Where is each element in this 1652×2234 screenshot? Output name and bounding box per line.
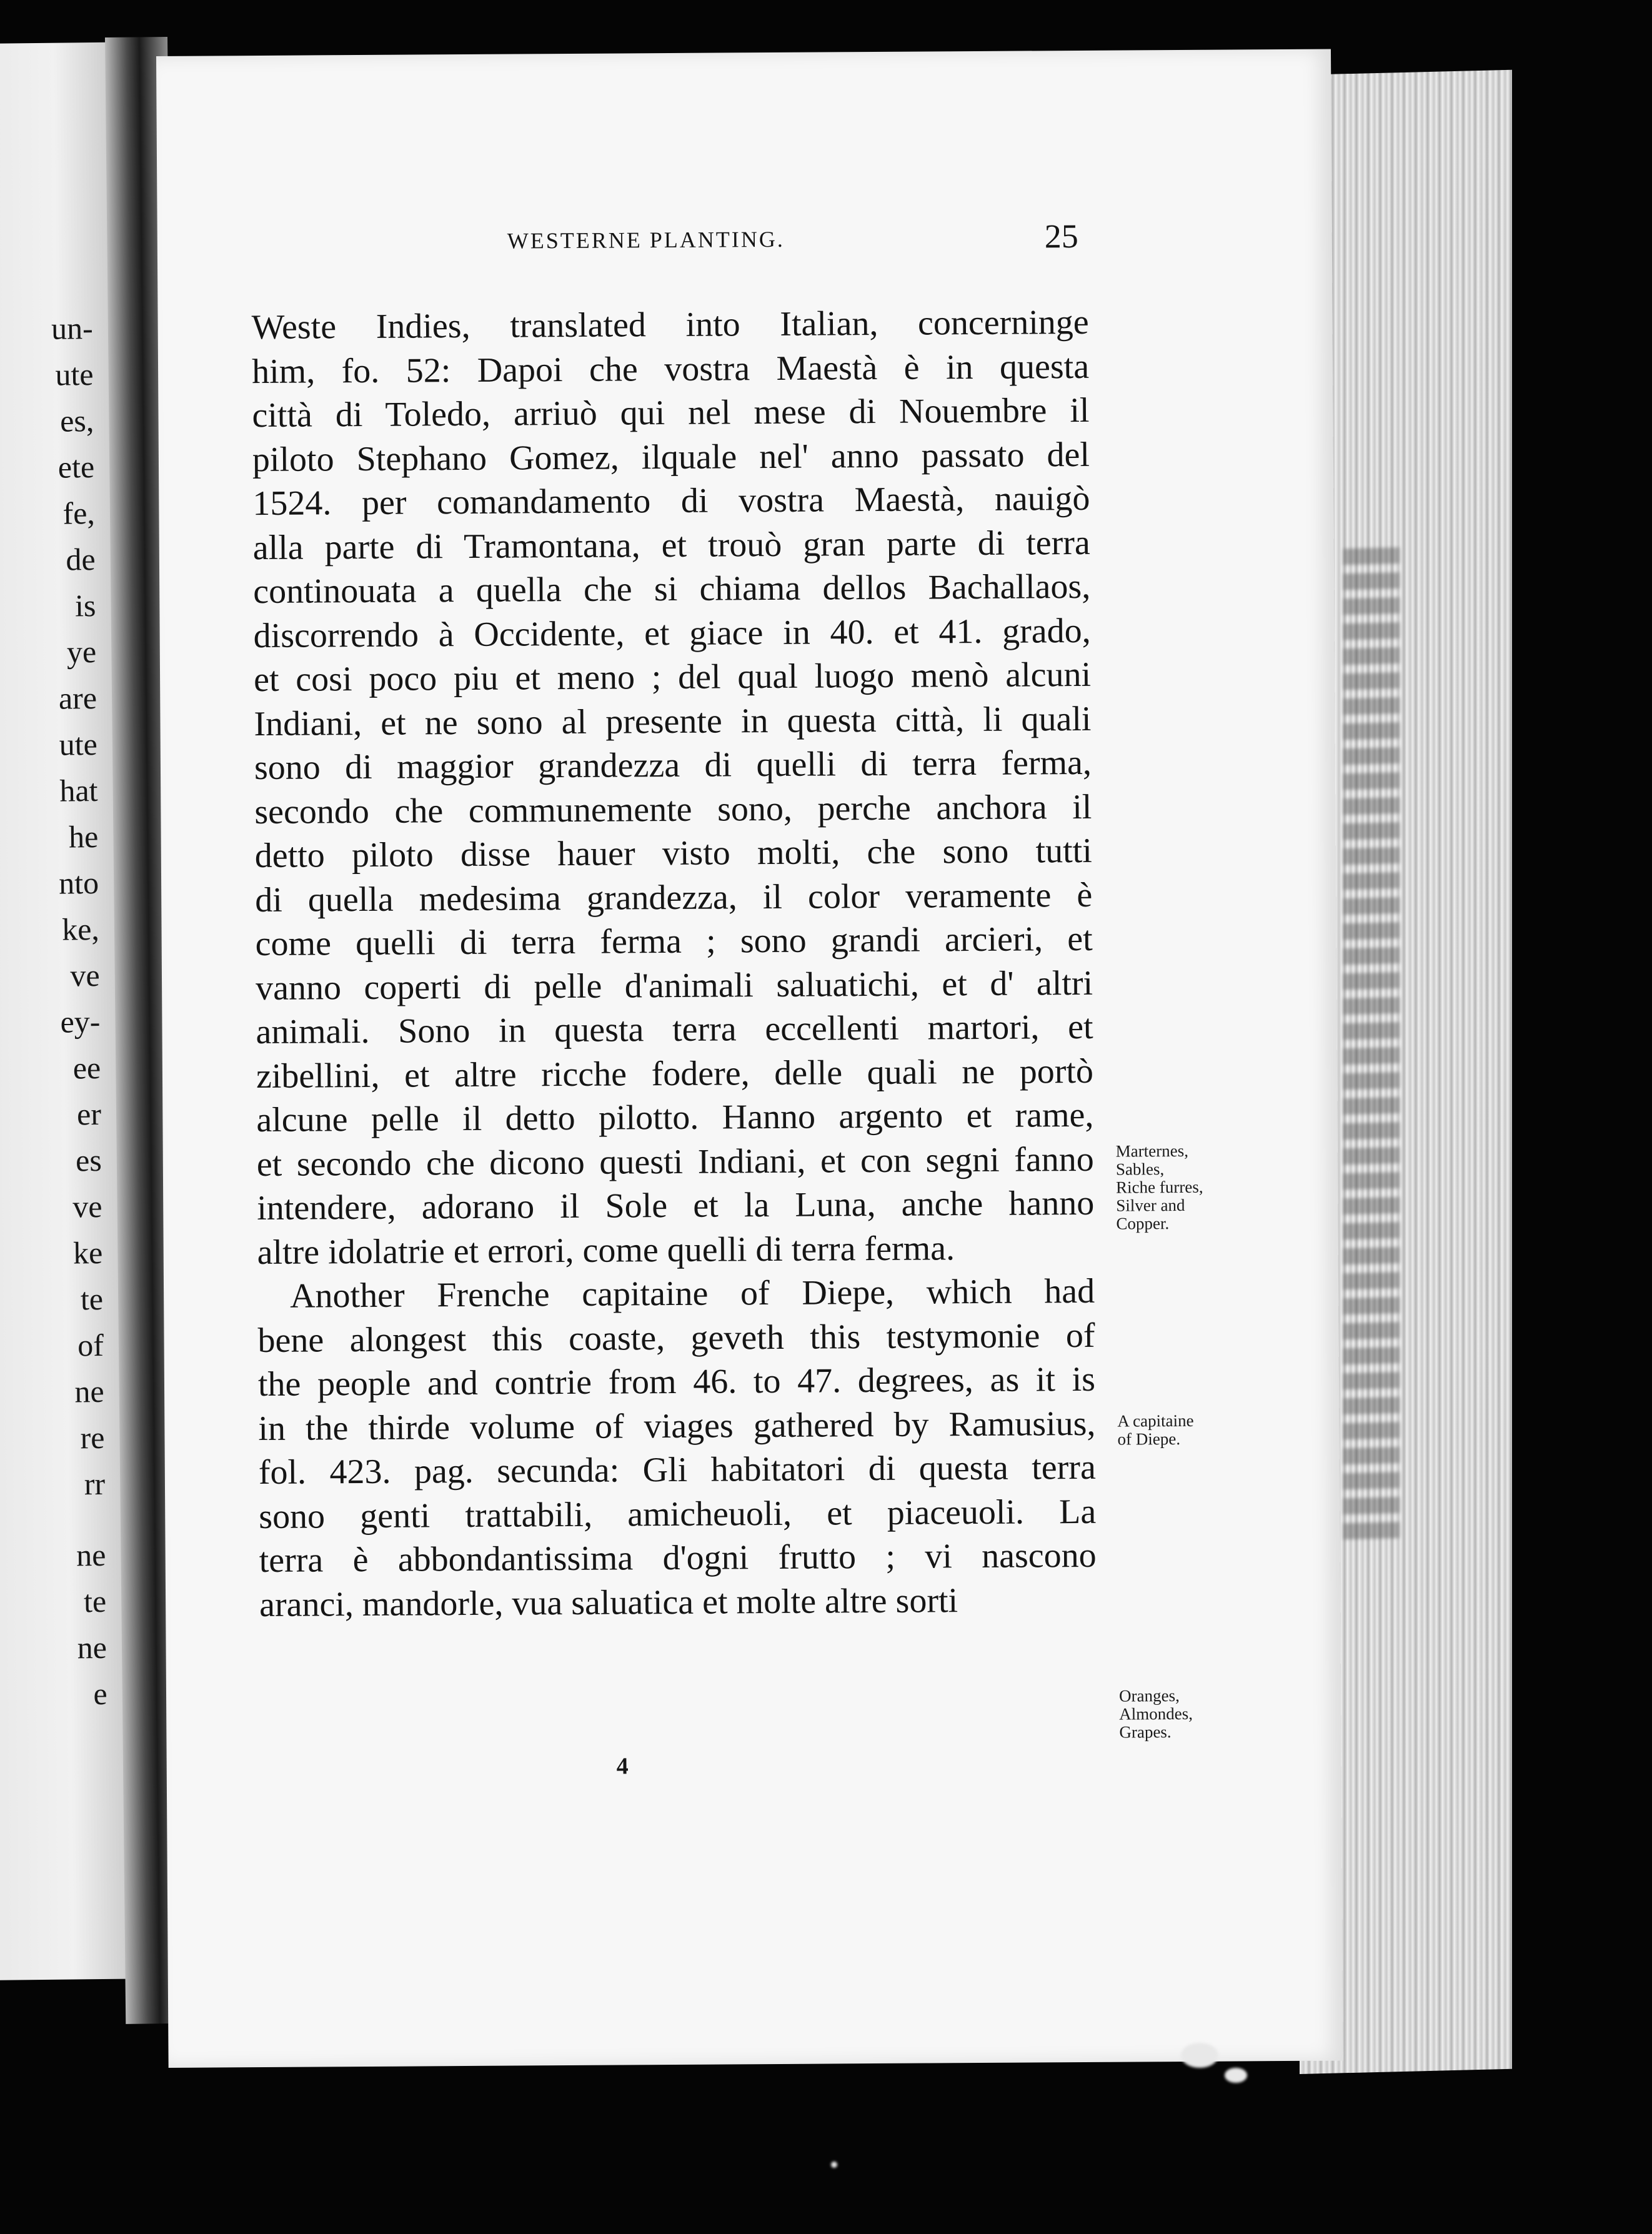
left-page-fragment: es, (59, 403, 94, 439)
left-page-fragment: rr (84, 1466, 106, 1502)
scanner-speck (831, 2162, 837, 2168)
text-line: terra è abbondantissima d'ogni frutto ; vi nascono (259, 1536, 1097, 1581)
text-line: fol. 423. pag. secunda: Gli habitatori di questa terra (258, 1447, 1097, 1492)
text-line: detto piloto disse hauer visto molti, che sono tutti (254, 831, 1092, 876)
left-page-fragment (0, 1507, 122, 1533)
left-page-fragment: ye (66, 634, 97, 670)
text-line: zibellini, et altre ricche fodere, delle quali ne portò (256, 1051, 1094, 1096)
margin-note-fruits (1119, 1686, 1263, 1741)
text-line: discorrendo à Occidente, et giace in 40. et 41. grado, (253, 611, 1091, 655)
left-page-fragment: es (75, 1142, 102, 1178)
margin-note-line: A capitaine (1117, 1411, 1194, 1431)
text-line: animali. Sono in questa terra eccellenti martori, et (256, 1007, 1093, 1052)
text-line: città di Toledo, arriuò qui nel mese di Nouembre il (252, 390, 1090, 435)
scanner-speck (1181, 2043, 1218, 2068)
left-page-fragment: ke, (61, 911, 100, 947)
left-page-fragment: de (66, 542, 96, 577)
page-number: 25 (1044, 217, 1078, 256)
running-title: WESTERNE PLANTING. (507, 226, 785, 254)
text-line: aranci, mandorle, vua saluatica et molte altre sorti (259, 1581, 958, 1624)
left-page-fragment: he (68, 819, 99, 855)
left-page-fragment: nto (58, 865, 99, 901)
text-line: in the thirde volume of viages gathered by Ramusius, (258, 1404, 1096, 1448)
text-line: Another Frenche capitaine of Diepe, which had (289, 1271, 1095, 1316)
margin-note-line: Oranges, (1118, 1686, 1180, 1705)
left-page-fragment: ee (72, 1050, 101, 1086)
left-page-fragment: ete (57, 449, 95, 485)
scanner-speck (1225, 2068, 1247, 2083)
left-page-fragment: te (80, 1281, 104, 1317)
margin-note-furs (1116, 1141, 1260, 1233)
text-line: him, fo. 52: Dapoi che vostra Maestà è in questa (251, 347, 1090, 391)
left-page-fragment: ne (76, 1537, 106, 1573)
left-page-fragment: ke (72, 1234, 103, 1271)
text-line: sono di maggior grandezza di quelli di terra ferma, (254, 743, 1092, 788)
left-page-fragment: is (74, 588, 96, 623)
left-page-fragment: te (83, 1583, 107, 1619)
text-line: 1524. per comandamento di vostra Maestà, nauigò (252, 479, 1090, 524)
margin-note-line: Sables, (1115, 1159, 1165, 1179)
left-page-fragment: hat (59, 773, 98, 808)
text-line: Weste Indies, translated into Italian, concerninge (251, 302, 1089, 347)
text-line: continouata a quella che si chiama dellos Bachallaos, (253, 567, 1091, 612)
left-page-fragment: er (76, 1096, 102, 1132)
left-page-fragment: of (77, 1327, 104, 1363)
text-line: the people and contrie from 46. to 47. degrees, as it is (257, 1359, 1096, 1404)
left-page-fragment: ute (55, 357, 94, 392)
text-line: bene alongest this coaste, geveth this testymonie of (257, 1316, 1095, 1360)
left-page-fragment: ve (70, 957, 100, 993)
margin-note-line: Almondes, (1119, 1704, 1193, 1724)
left-page-fragment: ve (72, 1188, 102, 1224)
text-line: alla parte di Tramontana, et trouò gran parte di terra (252, 523, 1090, 567)
text-line: et secondo che dicono questi Indiani, et con segni fanno (256, 1139, 1095, 1184)
book-page-25 (156, 49, 1343, 2068)
left-page-fragment: are (58, 680, 97, 716)
margin-note-line: Silver and (1116, 1195, 1185, 1215)
text-line: intendere, adorano il Sole et la Luna, anche hanno (257, 1183, 1095, 1228)
running-head (157, 217, 1078, 256)
margin-note-line: Marternes, (1115, 1141, 1189, 1161)
left-page-fragment: e (93, 1676, 107, 1712)
text-line: secondo che communemente sono, perche anchora il (254, 787, 1092, 832)
left-page-text-fragments (0, 305, 124, 1718)
margin-note-line: Grapes. (1119, 1722, 1172, 1742)
margin-note-line: of Diepe. (1117, 1429, 1181, 1449)
left-page-fragment: ne (77, 1629, 107, 1666)
text-line: altre idolatrie et errori, come quelli di terra ferma. (257, 1228, 955, 1272)
text-line: come quelli di terra ferma ; sono grandi arcieri, et (255, 919, 1093, 964)
text-line: et cosi poco piu et meno ; del qual luogo menò alcuni (253, 655, 1092, 700)
left-page-fragment: ne (74, 1373, 104, 1409)
body-text (251, 300, 1097, 1627)
text-line: piloto Stephano Gomez, ilquale nel' anno passato del (252, 435, 1090, 479)
text-line: Indiani, et ne sono al presente in questa città, li quali (254, 699, 1092, 743)
margin-note-line: Riche furres, (1115, 1177, 1203, 1197)
left-page-fragment: re (80, 1419, 105, 1456)
signature-mark: 4 (616, 1753, 629, 1780)
text-line: di quella medesima grandezza, il color veramente è (255, 875, 1093, 920)
margin-note-capitaine (1117, 1411, 1261, 1448)
text-line: alcune pelle il detto pilotto. Hanno argento et rame, (256, 1095, 1094, 1140)
left-page-fragment: ey- (60, 1003, 101, 1040)
margin-note-line: Copper. (1116, 1214, 1170, 1233)
text-line: vanno coperti di pelle d'animali saluatichi, et d' altri (255, 963, 1093, 1008)
left-page-fragment: ute (59, 727, 98, 762)
left-page-fragment: fe, (62, 495, 96, 531)
left-page-fragment: un- (51, 310, 94, 346)
text-line: sono genti trattabili, amicheuoli, et piaceuoli. La (259, 1492, 1097, 1536)
